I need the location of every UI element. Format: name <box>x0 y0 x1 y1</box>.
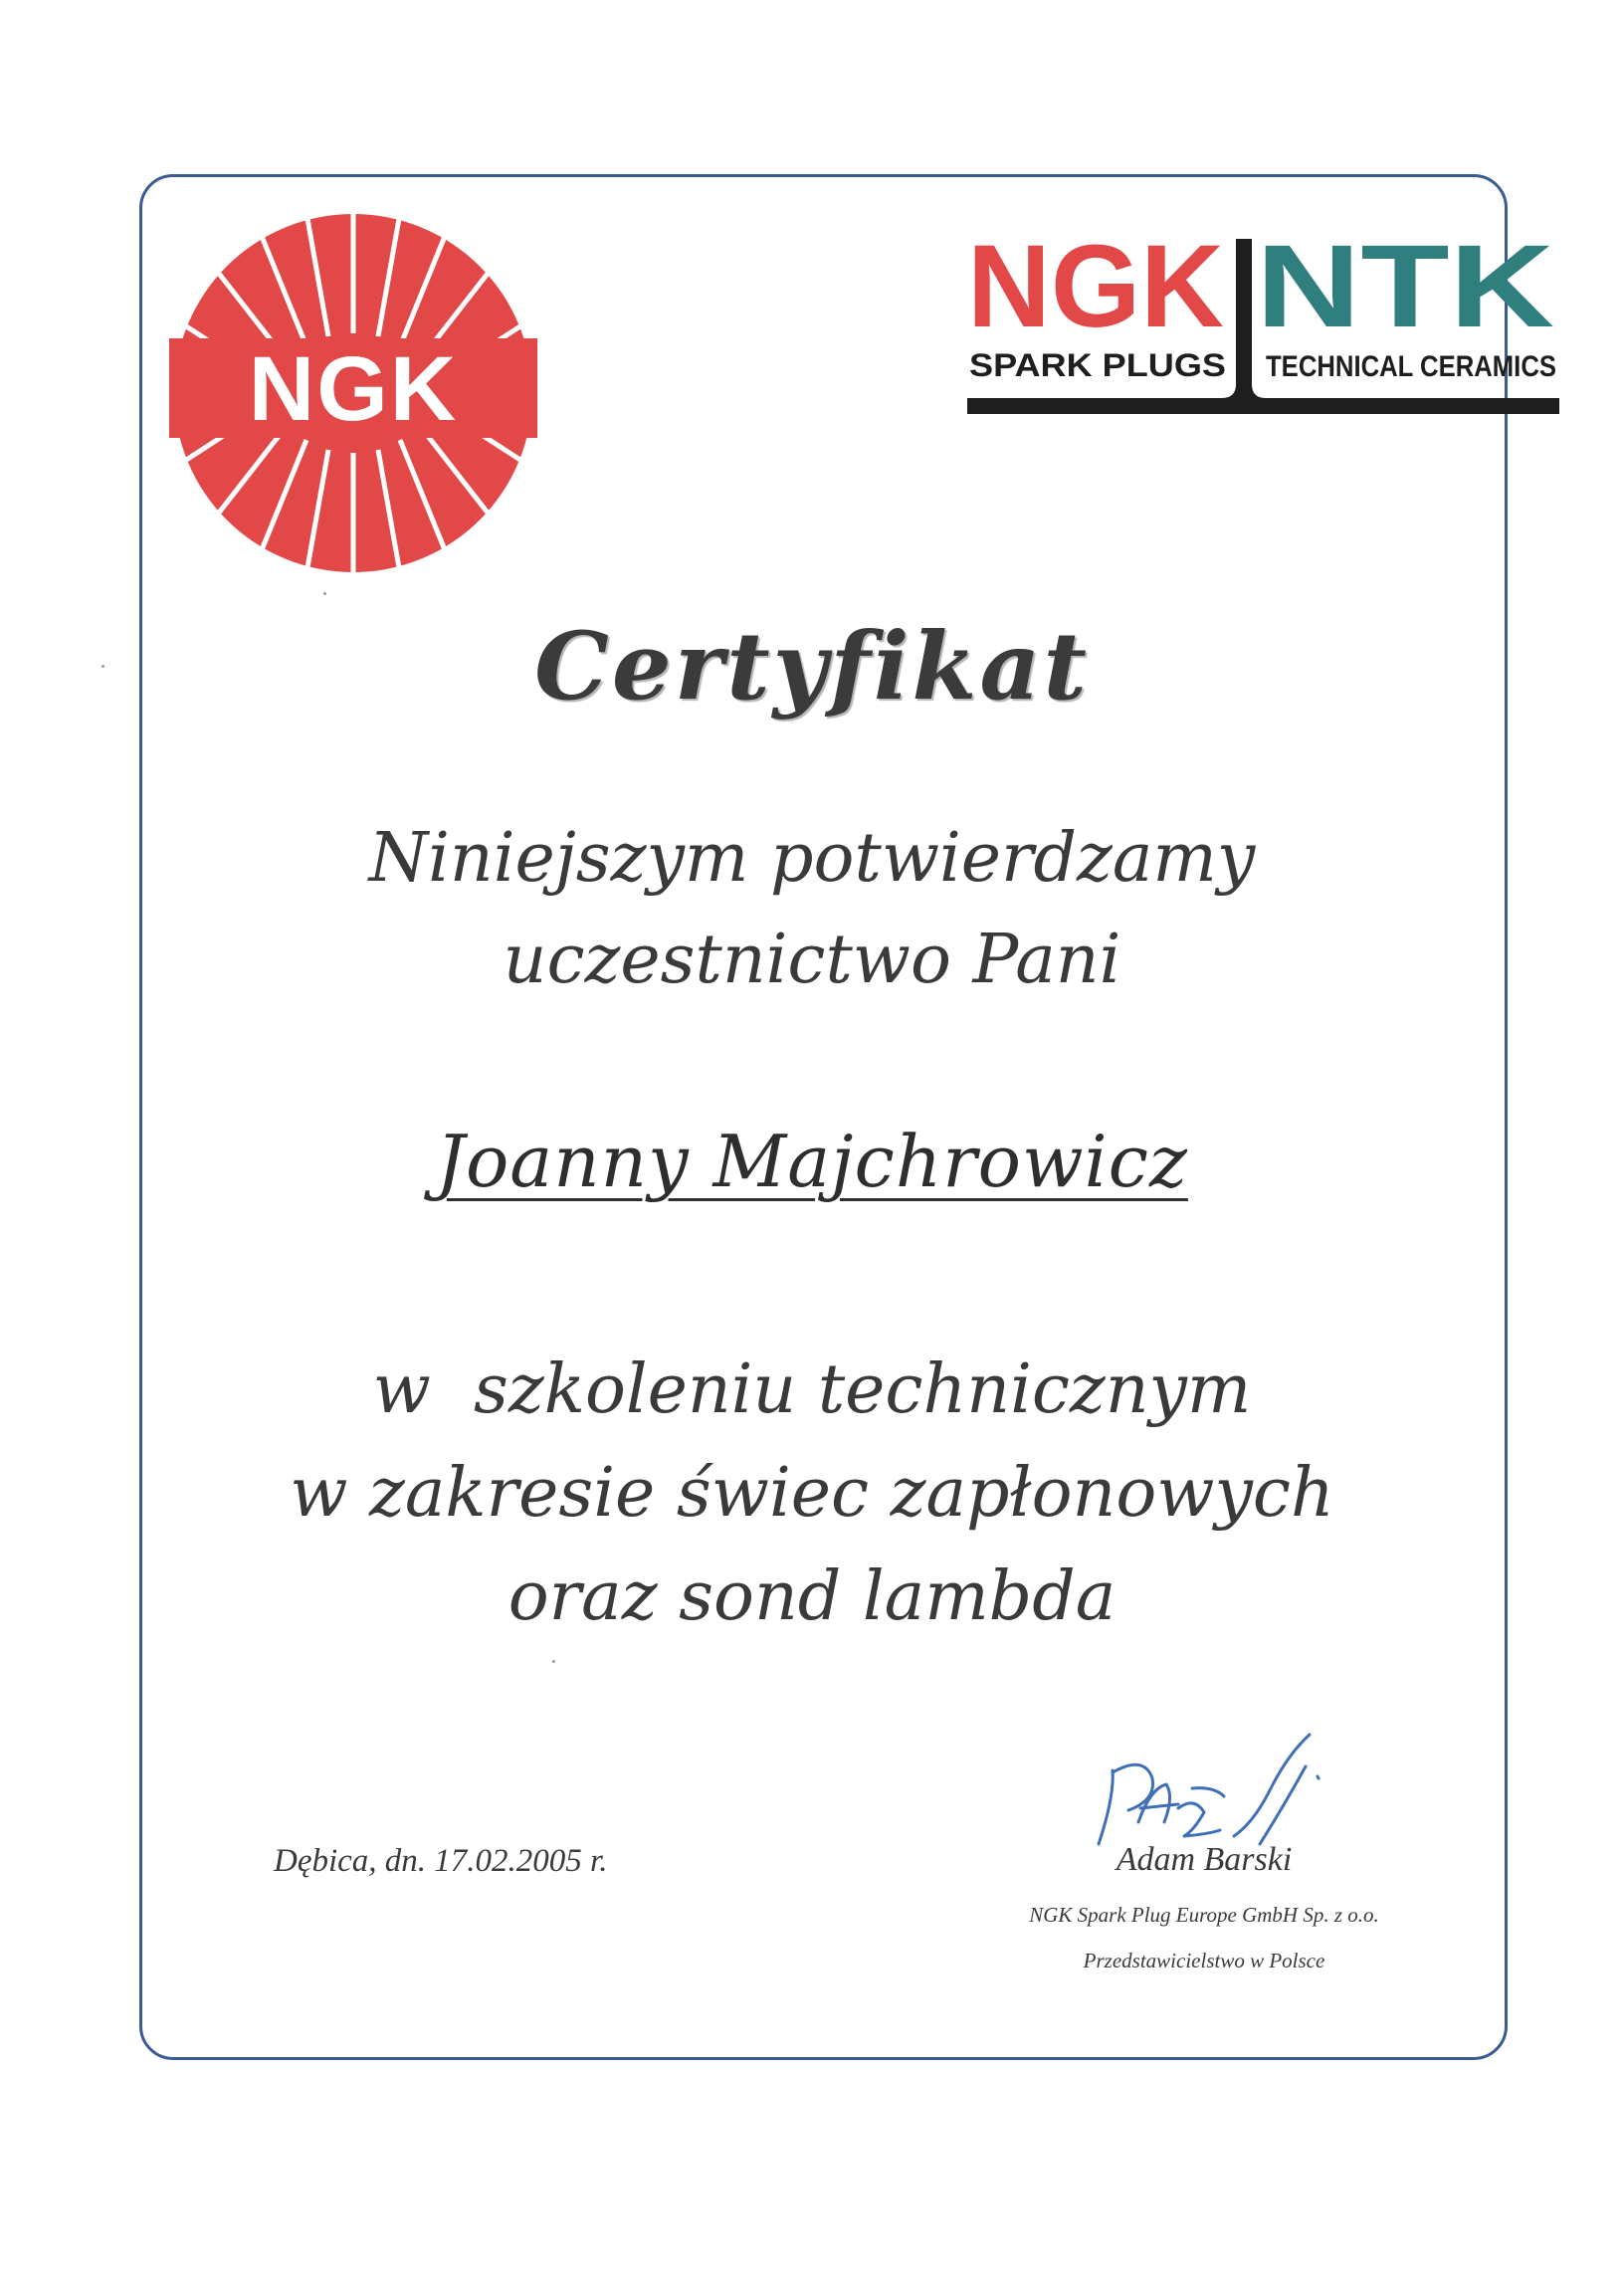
certificate-title: Certyfikat <box>534 612 1090 722</box>
ngk-round-logo-text: NGK <box>248 338 459 440</box>
body-line-2: w zakresie świec zapłonowych <box>290 1454 1334 1533</box>
ntk-logo-text: NTK <box>1256 221 1554 352</box>
signer-name: Adam Barski <box>1116 1841 1293 1878</box>
scan-speck <box>552 1660 555 1663</box>
technical-ceramics-text: TECHNICAL CERAMICS <box>1266 350 1556 383</box>
place-date: Dębica, dn. 17.02.2005 r. <box>274 1843 608 1879</box>
body-line-3: oraz sond lambda <box>508 1557 1116 1636</box>
ngk-logo-text: NGK <box>967 221 1224 352</box>
representation-text: Przedstawicielstwo w Polsce <box>1083 1949 1325 1972</box>
intro-text <box>0 808 1624 1011</box>
spark-plugs-text: SPARK PLUGS <box>969 347 1226 383</box>
training-description <box>0 1339 1624 1649</box>
company-name: NGK Spark Plug Europe GmbH Sp. z o.o. <box>1029 1903 1379 1927</box>
ngk-ntk-logo <box>967 221 1559 414</box>
scan-speck <box>323 592 326 595</box>
ngk-round-logo <box>169 209 537 577</box>
intro-line-1: Niniejszym potwierdzamy <box>368 819 1256 898</box>
participant-name-block <box>0 1120 1624 1203</box>
participant-name: Joanny Majchrowicz <box>436 1120 1188 1203</box>
scan-speck <box>102 665 104 668</box>
intro-line-2: uczestnictwo Pani <box>503 921 1121 999</box>
body-line-1: w szkoleniu technicznym <box>372 1350 1252 1429</box>
